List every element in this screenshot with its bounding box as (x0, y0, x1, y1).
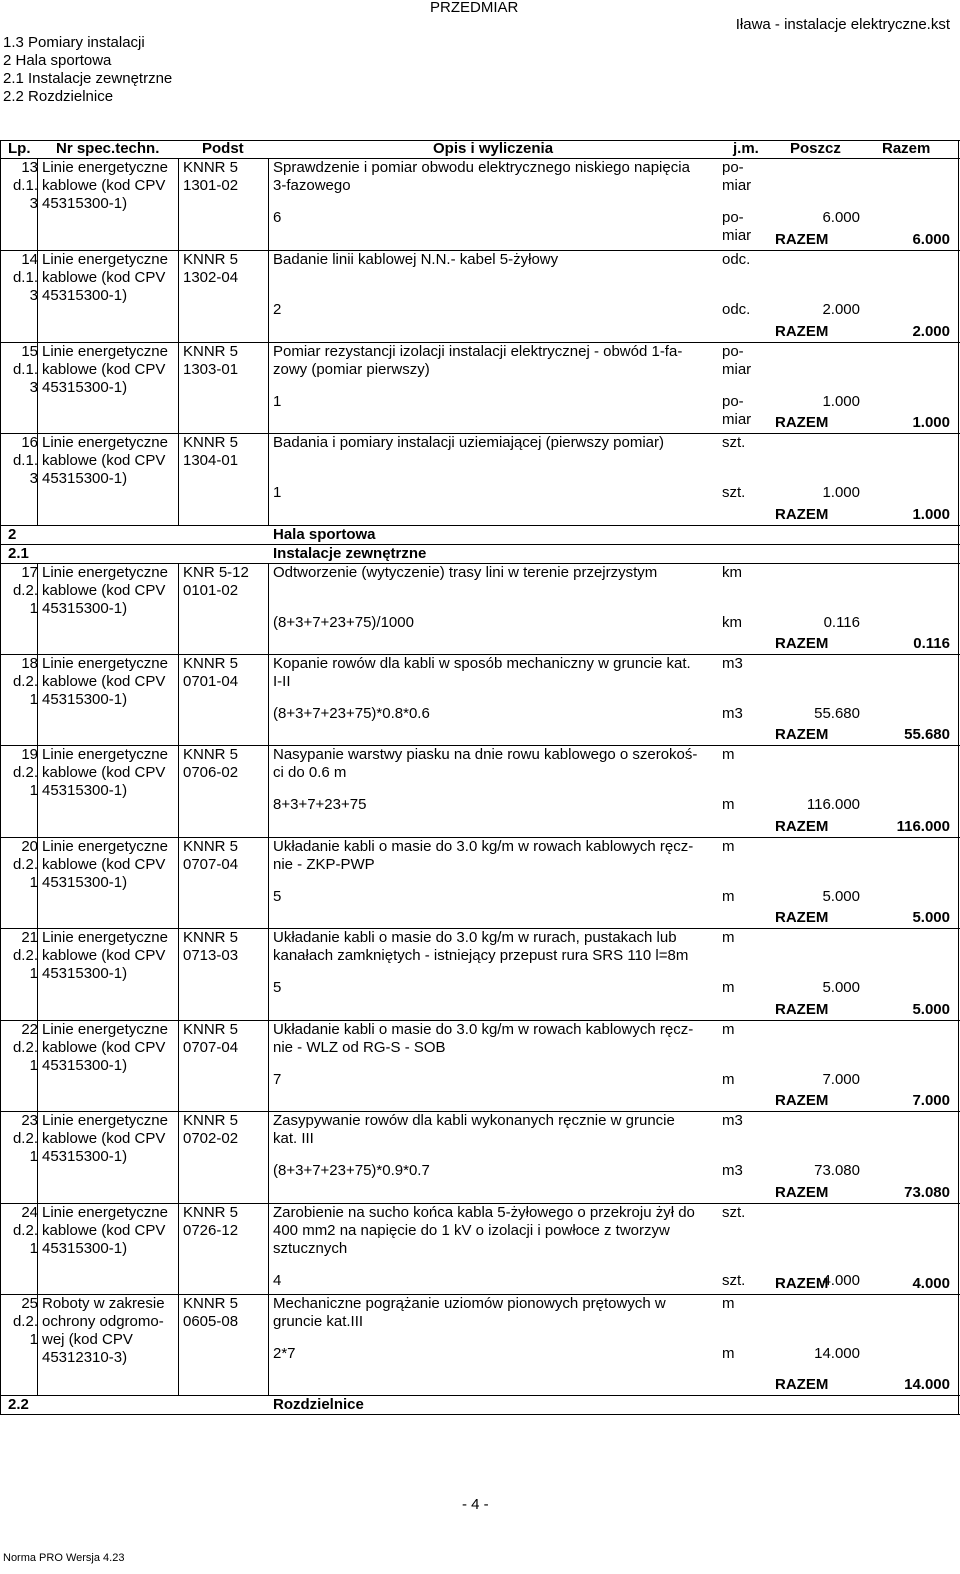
total-value: 1.000 (912, 414, 950, 431)
table-left-border (0, 140, 1, 1415)
total-value: 1.000 (912, 506, 950, 523)
basis-code: KNNR 5 (183, 838, 239, 855)
breadcrumb-item: 2.1 Instalacje zewnętrzne (3, 70, 173, 87)
unit-text: m3 (722, 1112, 743, 1129)
total-label: RAZEM (775, 323, 829, 340)
description-text: Sprawdzenie i pomiar obwodu elektrycznego niskiego napięcia (273, 159, 690, 176)
section-number: 2.1 (8, 545, 29, 562)
item-number: d.1. (12, 269, 38, 286)
unit-text: m3 (722, 655, 743, 672)
column-divider (268, 1021, 269, 1111)
total-value: 0.116 (913, 635, 950, 652)
table-row (0, 929, 960, 1021)
spec-text: kablowe (kod CPV (42, 673, 166, 690)
spec-text: 45315300-1) (42, 287, 128, 304)
basis-code: KNNR 5 (183, 1112, 239, 1129)
spec-text: 45315300-1) (42, 379, 128, 396)
item-number: d.2. (12, 856, 38, 873)
description-text: ci do 0.6 m (273, 764, 347, 781)
partial-value: 73.080 (814, 1162, 860, 1179)
column-divider (178, 929, 179, 1020)
spec-text: 45315300-1) (42, 691, 128, 708)
item-number: d.1. (12, 177, 38, 194)
header-jm: j.m. (733, 140, 759, 157)
basis-code: 0701-04 (183, 673, 239, 690)
unit-text: miar (722, 177, 752, 194)
item-number: 3 (29, 195, 38, 212)
spec-text: Linie energetyczne (42, 1204, 168, 1221)
spec-text: 45315300-1) (42, 874, 128, 891)
item-number: 1 (29, 600, 38, 617)
description-text: Nasypanie warstwy piasku na dnie rowu kablowego o szerokoś- (273, 746, 698, 763)
total-value: 5.000 (912, 909, 950, 926)
header-razem: Razem (882, 140, 931, 157)
item-number: 15 (21, 343, 38, 360)
spec-text: kablowe (kod CPV (42, 764, 166, 781)
description-text: kat. III (273, 1130, 314, 1147)
quantity-formula: 5 (273, 888, 282, 905)
quantity-formula: 1 (273, 393, 282, 410)
item-number: 1 (29, 1240, 38, 1257)
quantity-unit: m (722, 796, 735, 813)
quantity-unit: m (722, 1071, 735, 1088)
section-title: Hala sportowa (273, 526, 376, 543)
total-label: RAZEM (775, 635, 829, 652)
item-number: d.2. (12, 764, 38, 781)
section-number: 2.2 (8, 1396, 29, 1413)
partial-value: 2.000 (822, 301, 860, 318)
column-divider (178, 1021, 179, 1111)
spec-text: Roboty w zakresie (42, 1295, 165, 1312)
table-body (0, 159, 960, 1415)
table-row (0, 655, 960, 746)
description-text: Zarobienie na sucho końca kabla 5-żyłowego o przekroju żył do (273, 1204, 695, 1221)
spec-text: Linie energetyczne (42, 929, 168, 946)
description-text: Odtworzenie (wytyczenie) trasy lini w terenie przejrzystym (273, 564, 658, 581)
unit-text: m (722, 1021, 735, 1038)
basis-code: 0726-12 (183, 1222, 239, 1239)
column-divider (268, 1112, 269, 1203)
column-divider (178, 564, 179, 654)
spec-text: Linie energetyczne (42, 655, 168, 672)
description-text: Układanie kabli o masie do 3.0 kg/m w rowach kablowych ręcz- (273, 838, 694, 855)
partial-value: 4.000 (822, 1272, 860, 1289)
spec-text: Linie energetyczne (42, 746, 168, 763)
column-divider (268, 746, 269, 837)
partial-value: 116.000 (806, 796, 860, 813)
column-divider (268, 343, 269, 433)
basis-code: KNR 5-12 (183, 564, 249, 581)
spec-text: kablowe (kod CPV (42, 947, 166, 964)
column-divider (178, 746, 179, 837)
total-label: RAZEM (775, 726, 829, 743)
unit-text: szt. (722, 1204, 746, 1221)
table-row (0, 564, 960, 655)
item-number: 25 (21, 1295, 38, 1312)
column-divider (178, 838, 179, 928)
quantity-formula: 2*7 (273, 1345, 296, 1362)
total-value: 2.000 (912, 323, 950, 340)
table-right-border (958, 140, 959, 1415)
description-text: kanałach zamkniętych - istniejący przepust rura SRS 110 l=8m (273, 947, 689, 964)
basis-code: 0605-08 (183, 1313, 239, 1330)
table-row (0, 838, 960, 929)
breadcrumb-item: 1.3 Pomiary instalacji (3, 34, 145, 51)
partial-value: 5.000 (822, 979, 860, 996)
basis-code: KNNR 5 (183, 929, 239, 946)
quantity-unit: miar (722, 411, 752, 428)
total-label: RAZEM (775, 1184, 829, 1201)
column-divider (178, 655, 179, 745)
basis-code: KNNR 5 (183, 251, 239, 268)
section-title: Rozdzielnice (273, 1396, 364, 1413)
spec-text: kablowe (kod CPV (42, 452, 166, 469)
item-number: 3 (29, 287, 38, 304)
spec-text: Linie energetyczne (42, 251, 168, 268)
section-number: 2 (8, 526, 17, 543)
column-divider (268, 1204, 269, 1294)
spec-text: kablowe (kod CPV (42, 1039, 166, 1056)
partial-value: 1.000 (822, 393, 860, 410)
column-divider (178, 1295, 179, 1395)
item-number: 19 (21, 746, 38, 763)
header-file-title: Iława - instalacje elektryczne.kst (735, 16, 950, 33)
header-lp: Lp. (8, 140, 31, 157)
total-label: RAZEM (775, 1376, 829, 1393)
spec-text: kablowe (kod CPV (42, 856, 166, 873)
unit-text: m (722, 838, 735, 855)
item-number: 1 (29, 1331, 38, 1348)
spec-text: kablowe (kod CPV (42, 177, 166, 194)
quantity-unit: miar (722, 227, 752, 244)
item-number: 1 (29, 874, 38, 891)
partial-value: 0.116 (823, 614, 860, 631)
item-number: 14 (21, 251, 38, 268)
spec-text: kablowe (kod CPV (42, 1130, 166, 1147)
quantity-formula: 8+3+7+23+75 (273, 796, 367, 813)
quantity-unit: m3 (722, 1162, 743, 1179)
item-number: 18 (21, 655, 38, 672)
section-row (0, 545, 960, 564)
basis-code: 1302-04 (183, 269, 239, 286)
item-number: 21 (21, 929, 38, 946)
spec-text: Linie energetyczne (42, 343, 168, 360)
item-number: 23 (21, 1112, 38, 1129)
unit-text: m (722, 1295, 735, 1312)
spec-text: Linie energetyczne (42, 564, 168, 581)
description-text: sztucznych (273, 1240, 348, 1257)
spec-text: 45315300-1) (42, 470, 128, 487)
section-row (0, 526, 960, 545)
column-divider (268, 434, 269, 525)
software-version: Norma PRO Wersja 4.23 (3, 1552, 125, 1564)
spec-text: 45312310-3) (42, 1349, 128, 1366)
table-row (0, 251, 960, 343)
spec-text: Linie energetyczne (42, 159, 168, 176)
total-value: 6.000 (912, 231, 950, 248)
spec-text: wej (kod CPV (42, 1331, 133, 1348)
item-number: d.2. (12, 1039, 38, 1056)
description-text: Układanie kabli o masie do 3.0 kg/m w rowach kablowych ręcz- (273, 1021, 694, 1038)
spec-text: 45315300-1) (42, 1057, 128, 1074)
unit-text: odc. (722, 251, 751, 268)
partial-value: 55.680 (814, 705, 860, 722)
quantity-formula: 1 (273, 484, 282, 501)
quantity-formula: (8+3+7+23+75)/1000 (273, 614, 414, 631)
spec-text: Linie energetyczne (42, 1112, 168, 1129)
spec-text: Linie energetyczne (42, 838, 168, 855)
section-title: Instalacje zewnętrzne (273, 545, 427, 562)
total-value: 73.080 (904, 1184, 950, 1201)
unit-text: po- (722, 159, 744, 176)
item-number: 1 (29, 965, 38, 982)
item-number: 16 (21, 434, 38, 451)
header-podst: Podst (202, 140, 244, 157)
spec-text: 45315300-1) (42, 600, 128, 617)
quantity-unit: m (722, 1345, 735, 1362)
spec-text: 45315300-1) (42, 782, 128, 799)
spec-text: kablowe (kod CPV (42, 269, 166, 286)
item-number: d.2. (12, 1222, 38, 1239)
column-divider (268, 655, 269, 745)
quantity-formula: 4 (273, 1272, 282, 1289)
quantity-unit: odc. (722, 301, 751, 318)
column-divider (268, 159, 269, 250)
header-opis: Opis i wyliczenia (433, 140, 554, 157)
table-row (0, 159, 960, 251)
table-row (0, 434, 960, 526)
basis-code: KNNR 5 (183, 159, 239, 176)
item-number: d.1. (12, 361, 38, 378)
spec-text: 45315300-1) (42, 965, 128, 982)
total-label: RAZEM (775, 414, 829, 431)
item-number: d.2. (12, 947, 38, 964)
description-text: I-II (273, 673, 291, 690)
table-row (0, 1112, 960, 1204)
basis-code: 0706-02 (183, 764, 239, 781)
quantity-formula: 6 (273, 209, 282, 226)
basis-code: 0702-02 (183, 1130, 239, 1147)
item-number: 17 (21, 564, 38, 581)
item-number: d.2. (12, 673, 38, 690)
quantity-unit: szt. (722, 1272, 746, 1289)
unit-text: m (722, 746, 735, 763)
spec-text: 45315300-1) (42, 1148, 128, 1165)
spec-text: 45315300-1) (42, 1240, 128, 1257)
basis-code: 0707-04 (183, 1039, 239, 1056)
quantity-unit: m (722, 979, 735, 996)
basis-code: KNNR 5 (183, 655, 239, 672)
basis-code: 0101-02 (183, 582, 239, 599)
description-text: Pomiar rezystancji izolacji instalacji elektrycznej - obwód 1-fa- (273, 343, 683, 360)
unit-text: m (722, 929, 735, 946)
table-row (0, 746, 960, 838)
total-value: 5.000 (912, 1001, 950, 1018)
total-value: 14.000 (904, 1376, 950, 1393)
unit-text: szt. (722, 434, 746, 451)
description-text: Kopanie rowów dla kabli w sposób mechaniczny w gruncie kat. (273, 655, 691, 672)
basis-code: 1303-01 (183, 361, 239, 378)
quantity-unit: po- (722, 209, 744, 226)
spec-text: Linie energetyczne (42, 434, 168, 451)
description-text: Zasypywanie rowów dla kabli wykonanych ręcznie w gruncie (273, 1112, 675, 1129)
description-text: nie - WLZ od RG-S - SOB (273, 1039, 446, 1056)
total-value: 4.000 (912, 1275, 950, 1292)
quantity-formula: (8+3+7+23+75)*0.9*0.7 (273, 1162, 430, 1179)
spec-text: 45315300-1) (42, 195, 128, 212)
column-divider (178, 434, 179, 525)
item-number: 1 (29, 1148, 38, 1165)
total-label: RAZEM (775, 1092, 829, 1109)
header-poszcz: Poszcz (790, 140, 841, 157)
total-label: RAZEM (775, 506, 829, 523)
basis-code: 0707-04 (183, 856, 239, 873)
total-value: 116.000 (896, 818, 950, 835)
column-divider (268, 838, 269, 928)
item-number: d.2. (12, 582, 38, 599)
description-text: Badanie linii kablowej N.N.- kabel 5-żyłowy (273, 251, 559, 268)
column-divider (178, 1204, 179, 1294)
basis-code: KNNR 5 (183, 343, 239, 360)
unit-text: miar (722, 361, 752, 378)
item-number: 24 (21, 1204, 38, 1221)
item-number: d.2. (12, 1130, 38, 1147)
total-label: RAZEM (775, 1275, 829, 1292)
header-spec: Nr spec.techn. (56, 140, 160, 157)
partial-value: 6.000 (822, 209, 860, 226)
description-text: 400 mm2 na napięcie do 1 kV o izolacji i powłoce z tworzyw (273, 1222, 670, 1239)
total-label: RAZEM (775, 909, 829, 926)
item-number: 13 (21, 159, 38, 176)
unit-text: po- (722, 343, 744, 360)
table-row (0, 343, 960, 434)
basis-code: 0713-03 (183, 947, 239, 964)
quantity-unit: m3 (722, 705, 743, 722)
breadcrumb-item: 2 Hala sportowa (3, 52, 112, 69)
basis-code: KNNR 5 (183, 1021, 239, 1038)
description-text: zowy (pomiar pierwszy) (273, 361, 430, 378)
column-divider (178, 251, 179, 342)
quantity-formula: (8+3+7+23+75)*0.8*0.6 (273, 705, 430, 722)
item-number: 22 (21, 1021, 38, 1038)
description-text: 3-fazowego (273, 177, 351, 194)
quantity-unit: m (722, 888, 735, 905)
partial-value: 1.000 (822, 484, 860, 501)
column-divider (268, 929, 269, 1020)
item-number: d.1. (12, 452, 38, 469)
basis-code: 1304-01 (183, 452, 239, 469)
table-row (0, 1204, 960, 1295)
total-value: 7.000 (912, 1092, 950, 1109)
column-divider (178, 1112, 179, 1203)
column-divider (178, 159, 179, 250)
spec-text: kablowe (kod CPV (42, 582, 166, 599)
partial-value: 7.000 (822, 1071, 860, 1088)
column-divider (268, 251, 269, 342)
basis-code: 1301-02 (183, 177, 239, 194)
header-center-title: PRZEDMIAR (430, 0, 519, 16)
section-row (0, 1396, 960, 1415)
quantity-formula: 5 (273, 979, 282, 996)
table-row (0, 1295, 960, 1396)
quantity-unit: km (722, 614, 742, 631)
basis-code: KNNR 5 (183, 434, 239, 451)
item-number: d.2. (12, 1313, 38, 1330)
spec-text: kablowe (kod CPV (42, 361, 166, 378)
description-text: Układanie kabli o masie do 3.0 kg/m w rurach, pustakach lub (273, 929, 677, 946)
description-text: Badania i pomiary instalacji uziemiającej (pierwszy pomiar) (273, 434, 664, 451)
total-label: RAZEM (775, 1001, 829, 1018)
total-label: RAZEM (775, 231, 829, 248)
spec-text: kablowe (kod CPV (42, 1222, 166, 1239)
total-label: RAZEM (775, 818, 829, 835)
spec-text: Linie energetyczne (42, 1021, 168, 1038)
item-number: 20 (21, 838, 38, 855)
breadcrumb (3, 34, 172, 106)
unit-text: km (722, 564, 742, 581)
partial-value: 14.000 (814, 1345, 860, 1362)
basis-code: KNNR 5 (183, 1295, 239, 1312)
quantity-formula: 2 (273, 301, 282, 318)
quantity-unit: po- (722, 393, 744, 410)
basis-code: KNNR 5 (183, 746, 239, 763)
item-number: 3 (29, 379, 38, 396)
item-number: 3 (29, 470, 38, 487)
item-number: 1 (29, 1057, 38, 1074)
description-text: gruncie kat.III (273, 1313, 364, 1330)
spec-text: ochrony odgromo- (42, 1313, 164, 1330)
table-header (0, 140, 960, 159)
quantity-unit: szt. (722, 484, 746, 501)
total-value: 55.680 (904, 726, 950, 743)
quantity-formula: 7 (273, 1071, 282, 1088)
column-divider (178, 343, 179, 433)
item-number: 1 (29, 782, 38, 799)
column-divider (268, 1295, 269, 1395)
page-number: - 4 - (462, 1496, 489, 1513)
item-number: 1 (29, 691, 38, 708)
partial-value: 5.000 (822, 888, 860, 905)
description-text: nie - ZKP-PWP (273, 856, 375, 873)
description-text: Mechaniczne pogrążanie uziomów pionowych prętowych w (273, 1295, 666, 1312)
column-divider (268, 564, 269, 654)
breadcrumb-item: 2.2 Rozdzielnice (3, 88, 114, 105)
basis-code: KNNR 5 (183, 1204, 239, 1221)
table-row (0, 1021, 960, 1112)
